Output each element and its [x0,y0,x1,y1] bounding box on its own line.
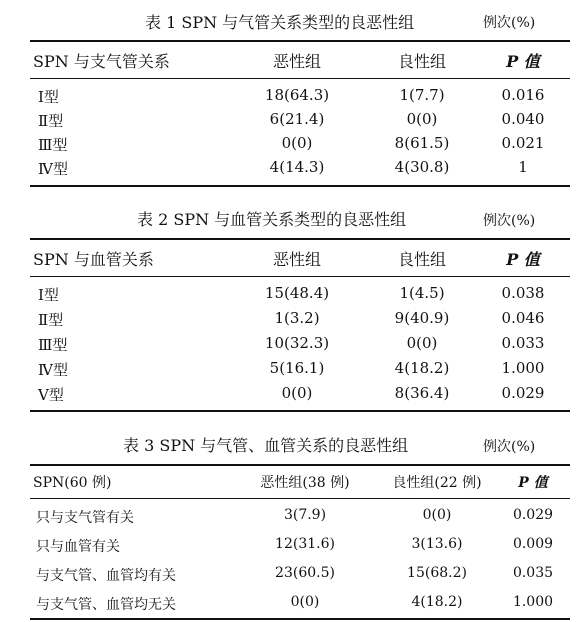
table-3-row-3-relation: 与支气管、血管均有关 [36,568,176,584]
table-2-row-3-type: Ⅲ型 [38,336,68,354]
table-1-row-1-p: 0.016 [501,86,545,104]
table-2-row-1-p: 0.038 [501,284,545,302]
table-3-row-1-benign: 0(0) [422,507,452,523]
table-1-row-2-type: Ⅱ型 [38,112,64,130]
table-3-row-2-benign: 3(13.6) [411,536,463,552]
table-1-row-3-type: Ⅲ型 [38,136,68,154]
table-1-row-1-benign: 1(7.7) [399,86,445,104]
table-3-row-3-p: 0.035 [512,565,554,581]
table-2-header-rule [30,276,570,277]
table-1-row-2-p: 0.040 [501,110,545,128]
table-2-row-5-type: Ⅴ型 [38,386,64,404]
table-3-bottom-rule [30,618,570,620]
table-1-unit: 例次(%) [483,15,536,31]
table-1-row-2-malignant: 6(21.4) [269,110,325,128]
table-3-row-4-relation: 与支气管、血管均无关 [36,597,176,613]
table-2-row-3-benign: 0(0) [406,334,438,352]
table-3-header-rule [30,498,570,499]
table-3-caption: 表 3 SPN 与气管、血管关系的良恶性组 [123,436,409,455]
table-1-row-1-malignant: 18(64.3) [264,86,330,104]
table-3-row-2-malignant: 12(31.6) [275,536,335,552]
table-2-row-4-type: Ⅳ型 [38,361,68,379]
table-3-row-2-p: 0.009 [512,536,554,552]
table-2-caption: 表 2 SPN 与血管关系类型的良恶性组 [137,210,407,229]
table-2-header-relation: SPN 与血管关系 [33,250,154,269]
table-1-header-malignant: 恶性组 [272,52,322,71]
table-1-row-4-malignant: 4(14.3) [269,158,325,176]
table-2-top-rule [30,238,570,240]
table-3-unit: 例次(%) [483,439,536,455]
table-1-row-3-malignant: 0(0) [281,134,313,152]
table-3-header-p: P 值 [518,475,548,491]
table-2-row-1-type: Ⅰ型 [38,286,59,304]
table-2-row-5-benign: 8(36.4) [394,384,450,402]
table-3-row-2-relation: 只与血管有关 [36,539,120,555]
table-1-row-4-p: 1 [518,158,528,176]
table-3-row-3-malignant: 23(60.5) [275,565,335,581]
table-1-row-3-p: 0.021 [501,134,545,152]
table-3-row-1-p: 0.029 [512,507,554,523]
table-3-row-3-benign: 15(68.2) [407,565,467,581]
table-2-row-5-p: 0.029 [501,384,545,402]
table-1-top-rule [30,40,570,42]
table-3-top-rule [30,464,570,466]
table-2-unit: 例次(%) [483,213,536,229]
table-3-row-1-malignant: 3(7.9) [283,507,327,523]
table-1-row-1-type: Ⅰ型 [38,88,59,106]
table-2-header-malignant: 恶性组 [272,250,322,269]
table-2-row-4-benign: 4(18.2) [394,359,450,377]
table-2-row-2-p: 0.046 [501,309,545,327]
table-2-row-4-p: 1.000 [501,359,545,377]
table-2-row-4-malignant: 5(16.1) [269,359,325,377]
table-2-row-3-p: 0.033 [501,334,545,352]
table-1-row-4-type: Ⅳ型 [38,160,68,178]
table-3-row-4-benign: 4(18.2) [411,594,463,610]
table-1-header-p: P 值 [506,52,540,71]
table-1-caption: 表 1 SPN 与气管关系类型的良恶性组 [145,13,415,32]
table-2-row-2-type: Ⅱ型 [38,311,64,329]
table-1-header-relation: SPN 与支气管关系 [33,52,170,71]
table-2-header-benign: 良性组 [397,250,447,269]
table-2-row-1-benign: 1(4.5) [399,284,445,302]
table-2-bottom-rule [30,410,570,412]
table-3-row-1-relation: 只与支气管有关 [36,510,134,526]
table-3-header-relation: SPN(60 例) [33,475,112,491]
table-2-row-2-malignant: 1(3.2) [274,309,320,327]
table-3-row-4-malignant: 0(0) [290,594,320,610]
table-3-row-4-p: 1.000 [512,594,554,610]
table-1-row-2-benign: 0(0) [406,110,438,128]
table-2-row-1-malignant: 15(48.4) [264,284,330,302]
table-2-header-p: P 值 [506,250,540,269]
table-1-row-4-benign: 4(30.8) [394,158,450,176]
table-2-row-2-benign: 9(40.9) [394,309,450,327]
table-1-row-3-benign: 8(61.5) [394,134,450,152]
table-3-header-malignant: 恶性组(38 例) [260,475,350,491]
table-1-header-rule [30,78,570,79]
table-2-row-5-malignant: 0(0) [281,384,313,402]
table-1-header-benign: 良性组 [397,52,447,71]
table-2-row-3-malignant: 10(32.3) [264,334,330,352]
table-3-header-benign: 良性组(22 例) [392,475,482,491]
table-1-bottom-rule [30,185,570,187]
